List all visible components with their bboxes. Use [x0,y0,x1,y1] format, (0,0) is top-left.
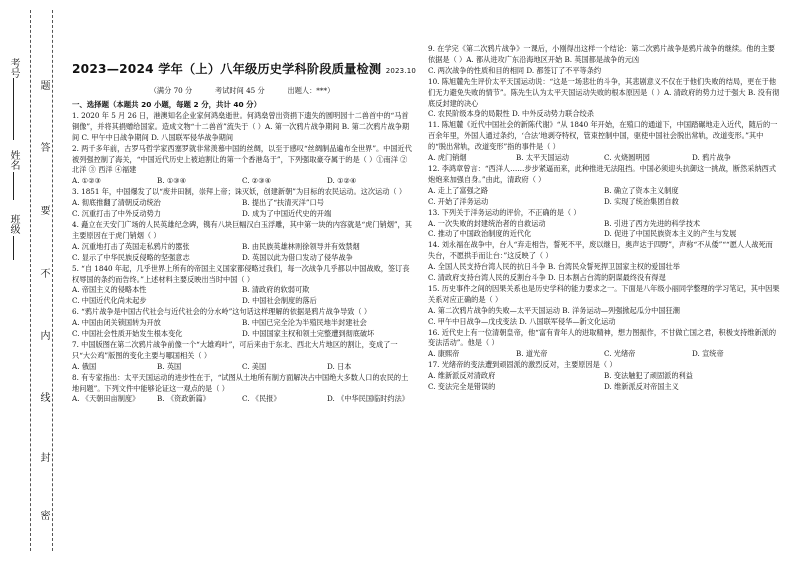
answer-option[interactable]: C. 沉重打击了中外反动势力 [72,209,161,219]
exam-no-blank[interactable] [13,78,14,140]
answer-option[interactable]: D. 实现了统治集团自救 [604,196,679,206]
answer-option[interactable]: B. 提出了“扶清灭洋”口号 [242,198,324,208]
answer-option[interactable]: B. 由民族英雄林则徐领导并有效禁烟 [242,241,360,251]
exam-no-label: 考号 [8,58,19,78]
answer-option[interactable]: B. 清政府的软弱可欺 [242,285,310,295]
answer-option[interactable]: B. 变法触犯了顽固派的利益 [604,371,693,381]
question-q9 [428,44,780,77]
seal-dashed-line [52,10,53,551]
answer-option[interactable]: B. 道光帝 [516,349,548,359]
question-stem: 8. 有专家指出：太平天国运动的进步性在于，“试图从土地所有制方面解决占中国绝大多数人口的农民的土地问题”。下列文件中能够论证这一观点的是（ ） [72,372,409,393]
answer-options [428,66,780,77]
seal-dashed-line-inner [30,10,31,551]
question-stem: 6. “鸦片战争是中国古代社会与近代社会的分水岭”这句话这样理解的依据是鸦片战争导致（ ） [72,307,372,317]
answer-options [428,186,780,208]
answer-option[interactable]: D. 促进了中国民族资本主义的产生与发展 [604,229,737,239]
answer-option[interactable]: D. 《中华民国临时约法》 [327,394,409,404]
answer-options [428,371,780,393]
answer-option[interactable]: C. 光绪帝 [604,349,636,359]
question-q6 [72,307,412,340]
answer-options [428,109,780,120]
question-stem: 3. 1851 年，中国爆发了以“废井田制，崇拜上帝；诛灭妖，创建新朝”为目标的农民运动。这次运动（ ） [72,187,407,197]
answer-option[interactable]: A. 维新派反对清政府 [428,371,496,381]
seal-char: 不 [38,268,49,278]
answer-option[interactable]: D. 成为了中国近代史的开端 [242,209,332,219]
question-q3 [72,187,412,220]
answer-option[interactable]: C. 火烧圆明园 [604,153,650,163]
answer-option[interactable]: D. ①②④ [327,176,357,186]
exam-title [72,60,417,77]
seal-char: 封 [38,452,49,462]
answer-option[interactable]: B. 中国已完全沦为半殖民地半封建社会 [242,318,367,328]
class-blank[interactable] [13,236,14,260]
answer-option[interactable]: C. 两次战争的性质和目的相同 D. 都签订了不平等条约 [428,65,602,75]
seal-char: 密 [38,510,49,520]
question-stem: 12. 李鸿章曾言：“西洋人……步步紧逼而来，此种推进无法阻挡。中国必须迎头抗御这一挑战，断然采纳西式炮炮来加强自身。”由此，清政府（ ） [428,163,777,184]
answer-option[interactable]: B. 《资政新篇》 [157,394,210,404]
answer-option[interactable]: A. 虎门销烟 [428,153,467,163]
question-q17 [428,360,780,393]
answer-option[interactable]: A. 俄国 [72,361,97,371]
answer-option[interactable]: B. ①③④ [157,176,187,186]
question-q16 [428,328,780,361]
answer-options [72,285,412,307]
answer-option[interactable]: B. 英国 [157,361,182,371]
answer-option[interactable]: A. ①②③ [72,176,102,186]
question-q12 [428,164,780,208]
question-stem: 16. 近代史上有一位清朝皇帝，他“富有青年人的进取精神，想力图振作，不甘做亡国之君，积极支持维新派的变法活动”。他是（ ） [428,327,777,348]
question-q10 [428,77,780,121]
question-q2 [72,144,412,188]
question-q5 [72,264,412,308]
question-q13 [428,208,780,241]
question-q4 [72,220,412,264]
question-stem: 1. 2020 年 5 月 26 日，港澳知名企业家何鸿燊逝世。何鸿燊曾出资捐下遗失的圆明园十二兽首中的“马首铜像”，并将其捐赠给国家。造成文物“十二兽首”流失于（ ）A. 第一次鸦片战争期间 B. 第二次鸦片战争期间 C. 甲午中日战争期间 D. 八国联军侵华战争期间 [72,110,410,142]
question-stem: 13. 下列关于洋务运动的评价，不正确的是（ ） [428,207,581,217]
answer-option[interactable]: B. 引进了西方先进的科学技术 [604,218,701,228]
answer-option[interactable]: C. 变法完全是错误的 [428,382,496,392]
answer-options [428,219,780,241]
left-column [72,100,412,405]
answer-option[interactable]: D. 中国国家主权和领土完整遭到彻底破坏 [242,329,375,339]
section-heading: 一、选择题（本题共 20 小题，每题 2 分，共计 40 分） [72,100,261,109]
answer-option[interactable]: C. 美国 [242,361,267,371]
answer-option[interactable]: C. 清政府支持台湾人民的反割台斗争 D. 日本割占台湾的阴谋最终没有得逞 [428,273,666,283]
answer-options [72,362,412,373]
question-stem: 17. 光绪帝的变法遭到顽固派的激烈反对，主要原因是（ ） [428,360,617,370]
question-q7 [72,340,412,373]
question-q8 [72,373,412,406]
exam-title-text: 2023—2024 学年（上）八年级历史学科阶段质量检测 [72,62,382,76]
question-stem: 4. 矗立在天安门广场的人民英雄纪念碑，镌有八块巨幅汉白玉浮雕，其中第一块的内容就是“虎门销烟”，其主要原因在于虎门销烟（ ） [72,219,412,240]
answer-option[interactable]: C. 中国社会性质开始发生根本变化 [72,329,183,339]
answer-options [428,153,780,164]
answer-option[interactable]: D. 日本 [327,361,352,371]
right-column [428,44,780,393]
question-q14 [428,240,780,284]
answer-option[interactable]: D. 中国社会制度的落后 [242,296,317,306]
exam-date: 2023.10 [385,67,417,75]
question-stem: 11. 陈旭麓《近代中国社会的新陈代谢》“从 1840 年开始，在殖口的通道下，中国踏碾地走入近代，随后的一百余年里，外国人通过条约，‘合法’地剥夺特权，管束控制中国，驱使中国社会脱出常轨，改道变形。”其中的“脱出常轨，改道变形”指的事件是（ ） [428,120,778,152]
answer-option[interactable]: D. 宣统帝 [692,349,724,359]
answer-option[interactable]: A. 彻底推翻了清朝反动统治 [72,198,161,208]
answer-options [72,176,412,187]
question-stem: 10. 陈旭麓先生评价太平天国运动说：“这是一场悲壮的斗争，其悲剧意义不仅在于他们失败的结局，更在于他们无力避免失败的情节”。陈先生认为太平天国运动失败的根本原因是（ ）A. 清政府的势力过于强大 B. 没有彻底反封建的决心 [428,76,780,108]
answer-option[interactable]: C. 开始了洋务运动 [428,196,489,206]
answer-option[interactable]: C. 农民阶级本身的局限性 D. 中外反动势力联合绞杀 [428,109,594,119]
answer-option[interactable]: D. 维新派反对帝国主义 [604,382,679,392]
answer-option[interactable]: A. 中国由闭关锁国转为开放 [72,318,161,328]
answer-option[interactable]: C. ②③④ [242,176,272,186]
answer-options [428,262,780,284]
question-stem: 7. 中国版图在第二次鸦片战争前像一个“大雄鸡叶”，可后来由于东北、西北大片地区的割让，变成了一只“大公鸡”版图的变化主要与哪国相关（ ） [72,339,398,360]
answer-option[interactable]: A. 康熙帝 [428,349,460,359]
answer-option[interactable]: A. 全国人民支持台湾人民的抗日斗争 B. 台湾民众誓死捍卫国家主权的爱国壮举 [428,262,680,272]
answer-option[interactable]: A. 第二次鸦片战争的失败—太平天国运动 B. 洋务运动—列强掀起瓜分中国狂潮 [428,305,680,315]
answer-option[interactable]: B. 太平天国运动 [516,153,569,163]
name-label: 姓名 [8,150,19,170]
answer-option[interactable]: A. 走上了富强之路 [428,185,489,195]
answer-option[interactable]: C. 《民报》 [242,394,281,404]
question-stem: 5. “自 1840 年起，几乎世界上所有的帝国主义国家都侵略过我们，每一次战争几乎都以中国战败，签订丧权辱国的条约而告终。”上述材料主要反映出当时中国（ ） [72,263,410,284]
question-q1 [72,111,412,144]
question-stem: 14. 刘永福在战争中，台人“弃走相告，誓死不平，废以继日，奥声达于四野”，声称“不从倭”““愿人人战死而失台，不愿拱手而让台：”这反映了（ ） [428,240,773,261]
exam-meta: （满分 70 分 考试时间 45 分 出题人：***） [149,86,335,95]
answer-option[interactable]: D. 英国以此为借口发动了侵华战争 [242,252,353,262]
answer-options [72,318,412,340]
answer-options [72,198,412,220]
question-stem: 2. 两千多年前，古罗马哲学家西塞罗就非常羡慕中国的丝绸，以至于感叹“丝绸制品遍布全世界”。中国近代被列强控制了海关，“中国近代历史上被迫割让的第一个香港岛于”，下列强取豪夺属于的是（ ）①南洋 ② 北洋 ③ 西洋 ④福建 [72,143,412,175]
seal-char: 答 [38,142,49,152]
answer-option[interactable]: D. 鸦片战争 [692,153,731,163]
answer-options [72,242,412,264]
seal-char: 题 [38,80,49,90]
answer-option[interactable]: B. 确立了资本主义制度 [604,185,679,195]
answer-option[interactable]: A. 《天朝田亩制度》 [72,394,140,404]
answer-option[interactable]: A. 沉重地打击了英国走私鸦片的嚣张 [72,241,190,251]
seal-char: 要 [38,205,49,215]
question-q11 [428,120,780,164]
question-stem: 15. 历史事件之间的因果关系也是历史学科的能力要求之一。下面是八年级小丽同学整理的学习笔记，其中因果关系对应正确的是（ ） [428,283,780,304]
answer-options [428,349,780,360]
answer-option[interactable]: A. 帝国主义的侵略本性 [72,285,147,295]
seal-char: 线 [38,392,49,402]
question-stem: 9. 在学完《第二次鸦片战争》一课后，小刚得出这样一个结论：第二次鸦片战争是鸦片战争的继续。他的主要依据是（ ）A. 都从进攻广东沿海地区开始 B. 英国都是战争的元凶 [428,44,775,64]
answer-option[interactable]: C. 中国近代化尚未起步 [72,296,147,306]
answer-option[interactable]: C. 甲午中日战争—戊戌变法 D. 八国联军侵华—新文化运动 [428,316,616,326]
answer-options [428,306,780,328]
question-q15 [428,284,780,328]
answer-option[interactable]: C. 显示了中华民族反侵略的坚强意志 [72,252,190,262]
answer-options [72,394,412,405]
answer-option[interactable]: A. 一次失败的封建统治者的自救运动 [428,218,546,228]
name-blank[interactable] [13,172,14,200]
seal-char: 内 [38,330,49,340]
answer-option[interactable]: C. 推动了中国政治制度的近代化 [428,229,532,239]
class-label: 班级 [8,214,19,234]
binding-strip [0,0,66,561]
